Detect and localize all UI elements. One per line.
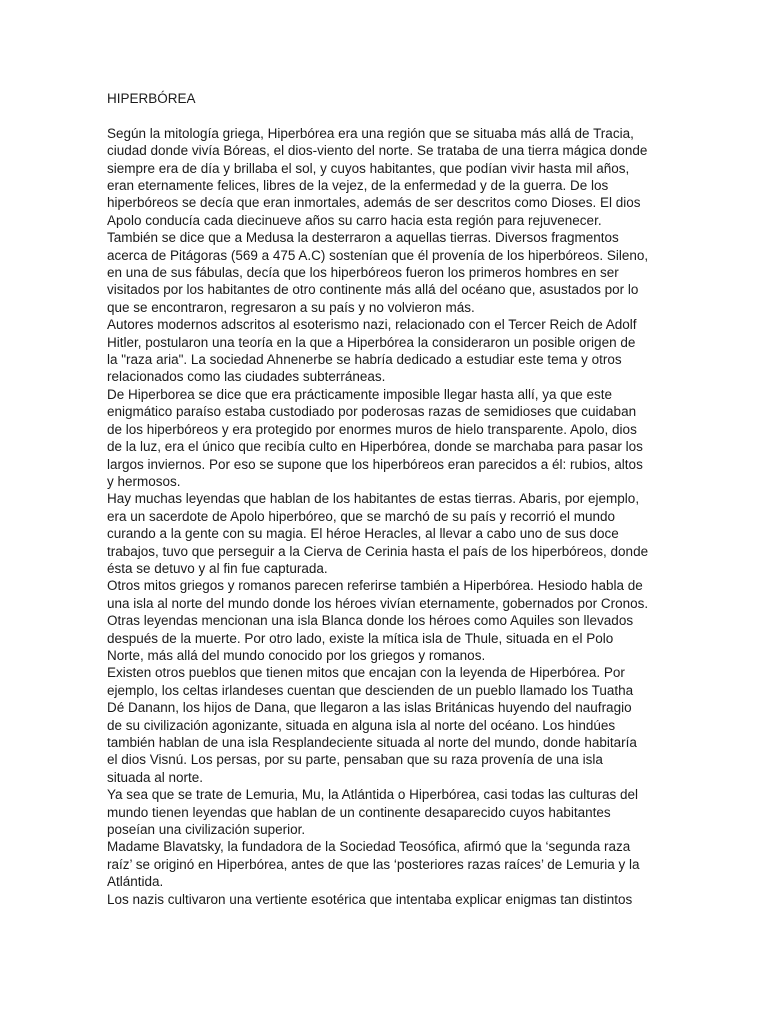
text-line: Atlántida. <box>107 874 164 890</box>
text-line: enigmático paraíso estaba custodiado por poderosas razas de semidioses que cuidaban <box>107 404 637 420</box>
text-line: de su civilización agonizante, situada en alguna isla al norte del océano. Los hindúes <box>107 717 616 733</box>
document-body <box>107 125 668 908</box>
text-line: ciudad donde vivía Bóreas, el dios-viento del norte. Se trataba de una tierra mágica donde <box>107 143 648 159</box>
text-line: mundo tienen leyendas que hablan de un continente desaparecido cuyos habitantes <box>107 804 611 820</box>
paragraph <box>107 786 668 838</box>
text-line: De Hiperborea se dice que era prácticamente imposible llegar hasta allí, ya que este <box>107 386 613 402</box>
paragraph <box>107 490 668 577</box>
text-line: Según la mitología griega, Hiperbórea era una región que se situaba más allá de Tracia, <box>107 125 634 141</box>
text-line: ejemplo, los celtas irlandeses cuentan que descienden de un pueblo llamado los Tuatha <box>107 682 634 698</box>
text-line: curando a la gente con su magia. El héroe Heracles, al llevar a cabo uno de sus doce <box>107 526 619 542</box>
paragraph <box>107 664 668 786</box>
text-line: también hablan de una isla Resplandeciente situada al norte del mundo, donde habitaría <box>107 735 637 751</box>
text-line: Otras leyendas mencionan una isla Blanca donde los héroes como Aquiles son llevados <box>107 613 634 629</box>
document-title: HIPERBÓREA <box>107 91 196 106</box>
paragraph <box>107 386 668 490</box>
text-line: situada al norte. <box>107 769 204 785</box>
paragraph <box>107 577 668 664</box>
text-line: eran eternamente felices, libres de la vejez, de la enfermedad y de la guerra. De los <box>107 178 609 194</box>
text-line: relacionados como las ciudades subterráneas. <box>107 369 386 385</box>
text-line: y hermosos. <box>107 473 181 489</box>
text-line: trabajos, tuvo que perseguir a la Cierva de Cerinia hasta el país de los hiperbóreos, donde <box>107 543 649 559</box>
text-line: Madame Blavatsky, la fundadora de la Sociedad Teosófica, afirmó que la ‘segunda raza <box>107 839 631 855</box>
text-line: de los hiperbóreos y era protegido por enormes muros de hielo transparente. Apolo, dios <box>107 421 637 437</box>
text-line: acerca de Pitágoras (569 a 475 A.C) sostenían que él provenía de los hiperbóreos. Sileno, <box>107 247 649 263</box>
text-line: era un sacerdote de Apolo hiperbóreo, que se marchó de su país y recorrió el mundo <box>107 508 616 524</box>
text-line: una isla al norte del mundo donde los héroes vivían eternamente, gobernados por Cronos. <box>107 595 649 611</box>
paragraph <box>107 838 668 890</box>
text-line: Hay muchas leyendas que hablan de los habitantes de estas tierras. Abaris, por ejemplo, <box>107 491 640 507</box>
paragraph <box>107 891 668 908</box>
text-line: raíz’ se originó en Hiperbórea, antes de que las ‘posteriores razas raíces’ de Lemuria y la <box>107 856 640 872</box>
text-line: Los nazis cultivaron una vertiente esotérica que intentaba explicar enigmas tan distintos <box>107 891 633 907</box>
text-line: Otros mitos griegos y romanos parecen referirse también a Hiperbórea. Hesiodo habla de <box>107 578 643 594</box>
text-line: Norte, más allá del mundo conocido por los griegos y romanos. <box>107 647 486 663</box>
text-line: largos inviernos. Por eso se supone que los hiperbóreos eran parecidos a él: rubios, altos <box>107 456 643 472</box>
text-line: después de la muerte. Por otro lado, existe la mítica isla de Thule, situada en el Polo <box>107 630 614 646</box>
text-line: de la luz, era el único que recibía culto en Hiperbórea, donde se marchaba para pasar los <box>107 439 643 455</box>
text-line: Existen otros pueblos que tienen mitos que encajan con la leyenda de Hiperbórea. Por <box>107 665 625 681</box>
text-line: Ya sea que se trate de Lemuria, Mu, la Atlántida o Hiperbórea, casi todas las culturas del <box>107 787 639 803</box>
text-line: siempre era de día y brillaba el sol, y cuyos habitantes, que podían vivir hasta mil años, <box>107 160 630 176</box>
text-line: Autores modernos adscritos al esoterismo nazi, relacionado con el Tercer Reich de Adolf <box>107 317 637 333</box>
text-line: que se encontraron, regresaron a su país y no volvieron más. <box>107 299 475 315</box>
text-line: visitados por los habitantes de otro continente más allá del océano que, asustados por lo <box>107 282 639 298</box>
paragraph <box>107 125 668 316</box>
text-line: ésta se detuvo y al fin fue capturada. <box>107 560 328 576</box>
text-line: También se dice que a Medusa la desterraron a aquellas tierras. Diversos fragmentos <box>107 230 619 246</box>
text-line: en una de sus fábulas, decía que los hiperbóreos fueron los primeros hombres en ser <box>107 265 619 281</box>
text-line: poseían una civilización superior. <box>107 822 306 838</box>
text-line: Dé Danann, los hijos de Dana, que llegaron a las islas Británicas huyendo del naufragio <box>107 700 632 716</box>
text-line: Hitler, postularon una teoría en la que a Hiperbórea la consideraron un posible origen de <box>107 334 636 350</box>
text-line: el dios Visnú. Los persas, por su parte, pensaban que su raza provenía de una isla <box>107 752 603 768</box>
paragraph <box>107 316 668 386</box>
text-line: la "raza aria". La sociedad Ahnenerbe se habría dedicado a estudiar este tema y otros <box>107 352 622 368</box>
text-line: Apolo conducía cada diecinueve años su carro hacia esta región para rejuvenecer. <box>107 212 602 228</box>
text-line: hiperbóreos se decía que eran inmortales, además de ser descritos como Dioses. El dios <box>107 195 641 211</box>
